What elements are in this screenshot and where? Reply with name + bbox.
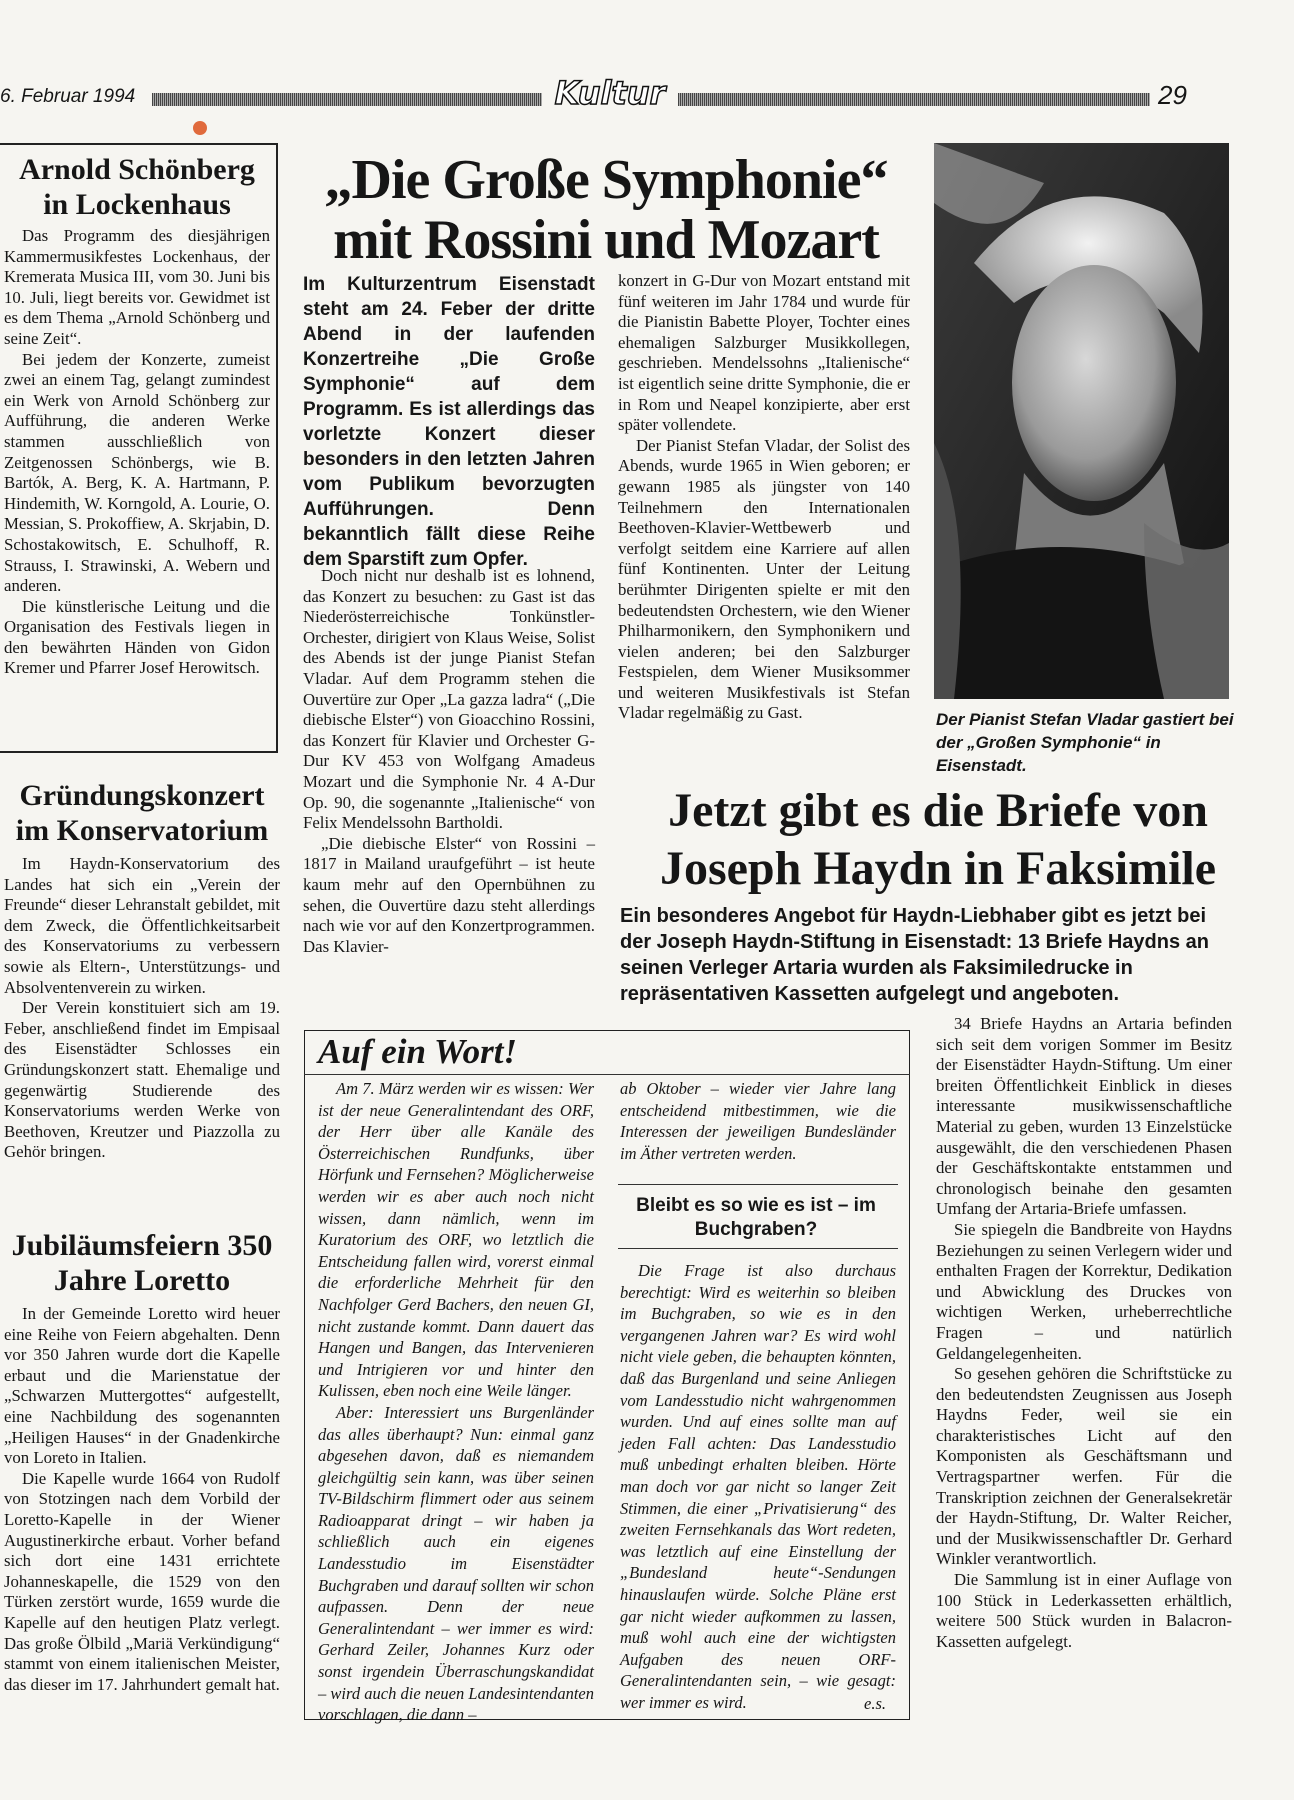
paragraph: ab Oktober – wieder vier Jahre lang entscheidend mitbestimmen, wie die Interessen der jeweiligen Bundesländer im Äther vertreten werden. [620, 1079, 896, 1163]
commentary-column-1 [318, 1078, 594, 1726]
page-number: 29 [1158, 80, 1187, 110]
article-konservatorium [4, 778, 280, 1163]
subhead-rule-bottom [618, 1248, 898, 1249]
headline: Arnold Schönberg in Lockenhaus [19, 153, 255, 221]
headline: Gründungskonzert im Konservatorium [15, 779, 269, 847]
paragraph: Sie spiegeln die Bandbreite von Haydns Beziehungen zu seinen Verlegern wider und enthalten Fragen der Korrektur, Dedikation und Abwicklung des Druckes von wichtigen Werken, urheberrechtliche Fragen – und natürlich Geldangelegenheiten. [936, 1219, 1232, 1363]
paragraph: Die künstlerische Leitung und die Organisation des Festivals liegen in den bewährten Händen von Gidon Kremer und Pfarrer Josef Herowitsch. [4, 596, 270, 678]
paragraph: Aber: Interessiert uns Burgenländer das alles überhaupt? Nun: einmal ganz abgesehen davon, daß es niemandem gleichgültig sein kann, was über seinen TV-Bildschirm flimmert oder aus seinem Radioapparat dringt – wir haben ja schließlich auch ein eigenes Landesstudio im Eisenstädter Buchgraben und darauf sollten wir schon aufpassen. Denn der neue Generalintendant – wer immer es wird: Gerhard Zeiler, Johannes Kurz oder sonst irgendein Überraschungskandidat – wird auch die neuen Landesintendanten vorschlagen, die dann – [318, 1402, 594, 1725]
header-rule-right [678, 93, 1150, 106]
paragraph: Der Pianist Stefan Vladar, der Solist des Abends, wurde 1965 in Wien geboren; er gewann 1985 als jüngster von 140 Teilnehmern den Internationalen Beethoven-Klavier-Wettbewerb und verfolgt seitdem eine Karriere auf allen fünf Kontinenten. Unter der Leitung berühmter Dirigenten spielte er mit den bedeutendsten Orchestern, wie den Wiener Philharmonikern, den Symphonikern und vielen anderen; bei den Salzburger Festspielen, dem Wiener Musiksommer und weiteren Musikfestivals ist Stefan Vladar regelmäßig zu Gast. [618, 435, 910, 723]
issue-date: 6. Februar 1994 [0, 86, 136, 107]
haydn-headline: Jetzt gibt es die Briefe von Joseph Haydn in Faksimile [659, 784, 1217, 895]
photo-caption: Der Pianist Stefan Vladar gastiert bei der „Großen Symphonie“ in Eisenstadt. [936, 710, 1234, 775]
main-headline: „Die Große Symphonie“ mit Rossini und Mozart [324, 149, 888, 271]
paragraph: So gesehen gehören die Schriftstücke zu den bedeutendsten Zeugnissen aus Joseph Haydns Feder, weil sie ein charakteristisches Licht auf den Komponisten als Geschäftsmann und Vertragspartner werfen. Für die Transkription zeichnen der Generalsekretär der Haydn-Stiftung, Dr. Walter Reicher, und der Musikwissenschaftler Dr. Gerhard Winkler verantwortlich. [936, 1364, 1232, 1569]
paragraph: Im Haydn-Konservatorium des Landes hat sich ein „Verein der Freunde“ dieser Lehranstalt gebildet, mit dem Zweck, die Öffentlichkeitsarbeit des Konservatoriums zu verbessern sowie als Eltern-, Unterstützungs- und Absolventenverein zu wirken. [4, 854, 280, 997]
main-column-2 [618, 271, 910, 724]
header-rule-left [152, 93, 542, 106]
commentary-column-2b [620, 1260, 896, 1713]
article-body [4, 226, 270, 679]
subhead-rule-top [618, 1184, 898, 1185]
article-schoenberg [4, 152, 270, 679]
author-signature: e.s. [864, 1694, 886, 1713]
commentary-title: Auf ein Wort! [318, 1032, 518, 1071]
section-logo: Kultur [554, 74, 666, 112]
lead-paragraph: Im Kulturzentrum Eisenstadt steht am 24. Feber der dritte Abend in der laufenden Konzertreihe „Die Große Symphonie“ auf dem Programm. Es ist allerdings das vorletzte Konzert dieser besonders in den letzten Jahren vom Publikum bevorzugten Aufführungen. Denn bekanntlich fällt diese Reihe dem Sparstift zum Opfer. [303, 274, 595, 570]
paragraph: Der Verein konstituiert sich am 19. Feber, anschließend findet im Empisaal des Eisenstädter Schlosses ein Gründungskonzert statt. Ehemalige und gegenwärtig Studierende des Konservatoriums werden Werke von Beethoven, Kreutzer und Piazzolla zu Gehör bringen. [4, 998, 280, 1162]
article-body [4, 1304, 280, 1695]
paragraph: Die Frage ist also durchaus berechtigt: Wird es weiterhin so bleiben im Buchgraben, so wie es in den vergangenen Jahren war? Es wird wohl nicht viele geben, die behaupten könnten, daß das Burgenland und seine Anliegen vom Landesstudio nicht wahrgenommen wurden. Und auf eines sollte man auf jeden Fall achten: Das Landesstudio muß unbedingt erhalten bleiben. Hörte man doch vor gar nicht so langer Zeit Stimmen, die einer „Privatisierung“ des zweiten Fernsehkanals das Wort redeten, was letztlich auf eine Einstellung der „Bundesland heute“-Sendungen hinauslaufen würde. Solche Pläne erst gar nicht wieder aufkommen zu lassen, muß wohl auch eine der wichtigsten Aufgaben des neuen ORF-Generalintendanten sein, – wie gesagt: wer immer es wird. [620, 1261, 896, 1712]
pianist-photo [934, 143, 1229, 699]
commentary-column-2 [620, 1078, 896, 1164]
paragraph: Bei jedem der Konzerte, zumeist zwei an einem Tag, gelangt zumindest ein Werk von Arnold Schönberg zur Aufführung, die anderen Werke stammen ausschließlich von Zeitgenossen Schönbergs, wie B. Bartók, A. Berg, K. A. Hartmann, P. Hindemith, W. Korngold, A. Lourie, O. Messian, S. Prokoffiew, A. Skrjabin, D. Schostakowitsch, E. Schulhoff, R. Strauss, I. Strawinski, A. Webern und anderen. [4, 349, 270, 596]
paragraph: Am 7. März werden wir es wissen: Wer ist der neue Generalintendant des ORF, der Herr über alle Kanäle des Österreichischen Rundfunks, über Hörfunk und Fernsehen? Möglicherweise werden wir es aber auch noch nicht wissen, dann nämlich, wenn im Kuratorium des ORF, wo letztlich die Entscheidung fallen wird, vorerst einmal die erforderliche Mehrheit für den Nachfolger Gerd Bachers, den neuen GI, nicht zustande kommt. Dann dauert das Hangen und Bangen, das Intervenieren und Intrigieren vor und hinter den Kulissen, eben noch eine Weile länger. [318, 1079, 594, 1401]
paragraph: konzert in G-Dur von Mozart entstand mit fünf weiteren im Jahr 1784 und wurde für die Pianistin Babette Ployer, Tochter eines ehemaligen Salzburger Musikkollegen, geschrieben. Mendelssohns „Italienische“ ist eigentlich seine dritte Symphonie, die er in Rom und Neapel konzipierte, aber erst später vollendete. [618, 271, 910, 435]
paragraph: 34 Briefe Haydns an Artaria befinden sich seit dem vorigen Sommer im Besitz der Eisenstädter Haydn-Stiftung. Um einer breiten Öffentlichkeit Einblick in dieses interessante musikwissenschaftliche Material zu geben, wurden 13 Einzelstücke ausgewählt, die den verschiedenen Phasen der Geschäftskontakte entstammen und chronologisch beinahe den gesamten Umfang der Artaria-Briefe umfassen. [936, 1014, 1232, 1219]
haydn-subheadline: Ein besonderes Angebot für Haydn-Liebhaber gibt es jetzt bei der Joseph Haydn-Stiftung in Eisenstadt: 13 Briefe Haydns an seinen Verleger Artaria wurden als Faksimiledrucke in repräsentativen Kassetten aufgelegt und angeboten. [620, 905, 1210, 1005]
paragraph: Doch nicht nur deshalb ist es lohnend, das Konzert zu besuchen: zu Gast ist das Niederösterreichische Tonkünstler-Orchester, dirigiert von Klaus Weise, Solist des Abends ist der junge Pianist Stefan Vladar. Auf dem Programm stehen die Ouvertüre zur Oper „La gazza ladra“ („Die diebische Elster“) von Gioacchino Rossini, das Konzert für Klavier und Orchester G-Dur KV 453 von Wolfgang Amadeus Mozart und die Symphonie Nr. 4 A-Dur Op. 90, die sogenannte „Italienische“ von Felix Mendelssohn Bartholdi. [303, 566, 595, 833]
article-loretto [4, 1228, 280, 1695]
article-body [4, 854, 280, 1163]
headline: Jubiläumsfeiern 350 Jahre Loretto [11, 1229, 273, 1297]
commentary-subheadline: Bleibt es so wie es ist – im Buchgraben? [636, 1195, 876, 1240]
paragraph: In der Gemeinde Loretto wird heuer eine Reihe von Feiern abgehalten. Denn vor 350 Jahren wurde dort die Kapelle erbaut und die Marienstatue der „Schwarzen Muttergottes“ aufgestellt, eine Nachbildung des sogenannten „Heiligen Hauses“ in der Gnadenkirche von Loreto in Italien. [4, 1304, 280, 1468]
paragraph: Das Programm des diesjährigen Kammermusikfestes Lockenhaus, der Kremerata Musica III, vom 30. Juni bis 10. Juli, liegt bereits vor. Gewidmet ist es dem Thema „Arnold Schönberg und seine Zeit“. [4, 226, 270, 348]
main-column-1 [303, 566, 595, 957]
paragraph: Die Sammlung ist in einer Auflage von 100 Stück in Lederkassetten erhältlich, weitere 500 Stück wurden in Balacron-Kassetten aufgelegt. [936, 1570, 1232, 1651]
portrait-illustration [934, 143, 1229, 699]
commentary-rule [304, 1074, 910, 1075]
paragraph: „Die diebische Elster“ von Rossini – 1817 in Mailand uraufgeführt – ist heute kaum mehr auf den Opernbühnen zu sehen, die Ouvertüre dazu steht allerdings nach wie vor auf den Konzertprogrammen. Das Klavier- [303, 833, 595, 956]
paragraph: Die Kapelle wurde 1664 von Rudolf von Stotzingen nach dem Vorbild der Loretto-Kapelle in der Wiener Augustinerkirche erbaut. Vorher befand sich dort eine 1431 errichtete Johanneskapelle, die 1529 von den Türken zerstört wurde, 1659 wurde die Kapelle auf den heutigen Platz verlegt. Das große Ölbild „Mariä Verkündigung“ stammt von einem italienischen Meister, das dieser im 17. Jahrhundert gemalt hat. [4, 1468, 280, 1694]
color-dot [193, 121, 207, 135]
haydn-body [936, 1014, 1232, 1652]
